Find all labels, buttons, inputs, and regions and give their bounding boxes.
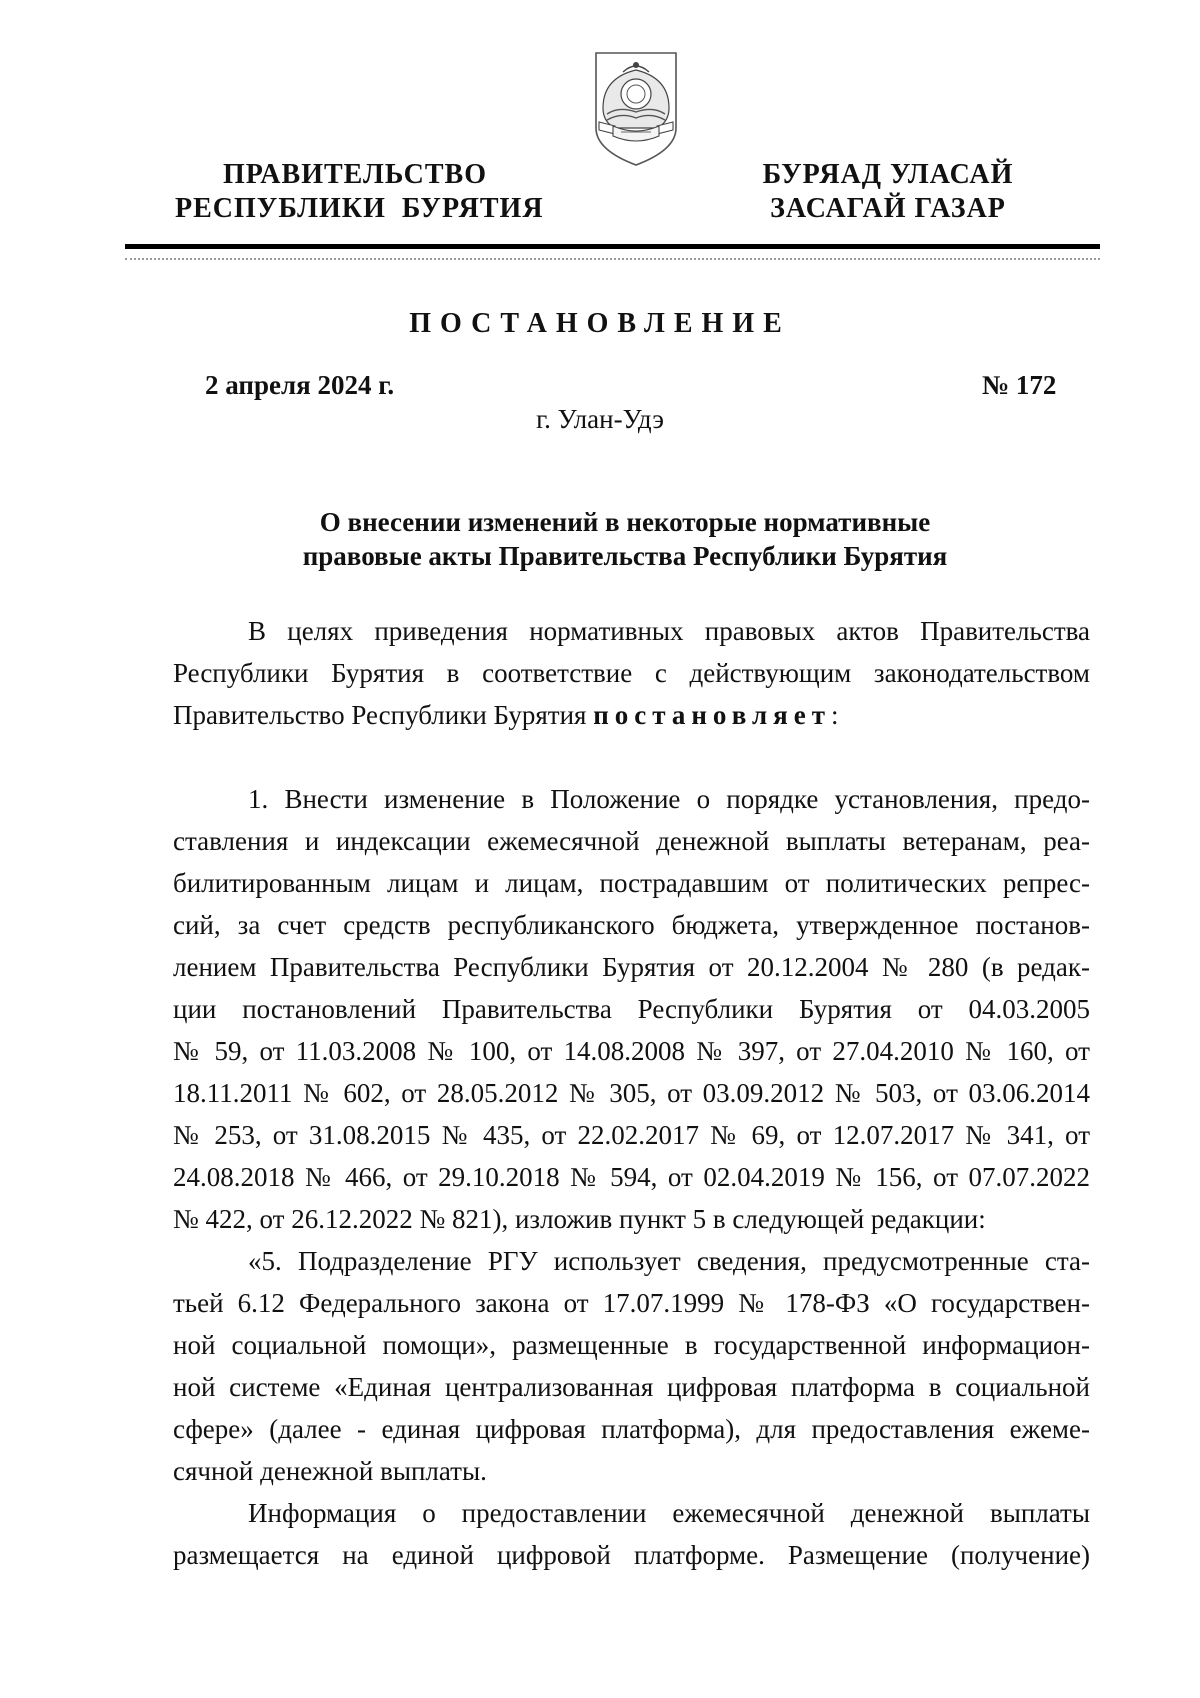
document-body xyxy=(173,610,1090,1576)
issuer-name-buryat xyxy=(738,158,1038,226)
issuer-line: ПРАВИТЕЛЬСТВО xyxy=(223,159,487,190)
body-line: № 422, от 26.12.2022 № 821), изложив пункт 5 в следующей редакции: xyxy=(173,1204,986,1234)
body-line: № 59, от 11.03.2008 № 100, от 14.08.2008 № 397, от 27.04.2010 № 160, от xyxy=(173,1036,1090,1066)
body-line: № 253, от 31.08.2015 № 435, от 22.02.2017 № 69, от 12.07.2017 № 341, от xyxy=(173,1120,1090,1150)
document-type: ПОСТАНОВЛЕНИЕ xyxy=(409,308,791,339)
body-line: сячной денежной выплаты. xyxy=(173,1456,487,1486)
body-line: размещается на единой цифровой платформе. Размещение (получение) xyxy=(173,1540,1090,1570)
body-line: В целях приведения нормативных правовых актов Правительства xyxy=(248,616,1090,646)
body-line: ной социальной помощи», размещенные в государственной информацион- xyxy=(173,1330,1090,1360)
title-line: О внесении изменений в некоторые нормативные xyxy=(319,507,931,537)
body-line: ции постановлений Правительства Республики Бурятия от 04.03.2005 xyxy=(173,994,1090,1024)
body-line: сфере» (далее - единая цифровая платформа), для предоставления ежеме- xyxy=(173,1414,1090,1444)
header-dotted-rule xyxy=(125,258,1100,260)
document-date: 2 апреля 2024 г. xyxy=(205,370,395,400)
body-line: 18.11.2011 № 602, от 28.05.2012 № 305, от 03.09.2012 № 503, от 03.06.2014 xyxy=(173,1078,1090,1108)
document-city: г. Улан-Удэ xyxy=(536,404,664,434)
title-line: правовые акты Правительства Республики Бурятия xyxy=(302,541,948,571)
header-rule xyxy=(125,244,1100,249)
body-line: 1. Внести изменение в Положение о порядке установления, предо- xyxy=(248,784,1090,814)
issuer-name-russian xyxy=(175,158,544,226)
body-line: ной системе «Единая централизованная цифровая платформа в социальной xyxy=(173,1372,1090,1402)
coat-of-arms-icon xyxy=(593,50,679,168)
body-line: 24.08.2018 № 466, от 29.10.2018 № 594, от 02.04.2019 № 156, от 07.07.2022 xyxy=(173,1162,1090,1192)
issuer-line: ЗАСАГАЙ ГАЗАР xyxy=(770,193,1006,224)
body-line: Информация о предоставлении ежемесячной денежной выплаты xyxy=(248,1498,1090,1528)
body-line: тьей 6.12 Федерального закона от 17.07.1999 № 178-ФЗ «О государствен- xyxy=(173,1288,1090,1318)
document-number: № 172 xyxy=(982,370,1057,400)
resolves-word: постановляет xyxy=(593,700,831,730)
body-line xyxy=(173,694,1090,736)
document-title xyxy=(130,505,1120,573)
body-line: сий, за счет средств республиканского бюджета, утвержденное постанов- xyxy=(173,910,1090,940)
body-line: Республики Бурятия в соответствие с действующим законодательством xyxy=(173,658,1090,688)
paragraph-gap xyxy=(173,736,1090,778)
issuer-line: РЕСПУБЛИКИ БУРЯТИЯ xyxy=(175,193,544,224)
issuer-line: БУРЯАД УЛАСАЙ xyxy=(762,159,1014,190)
body-line: билитированным лицам и лицам, пострадавшим от политических репрес- xyxy=(173,868,1090,898)
resolves-tail: : xyxy=(830,700,839,730)
body-line: «5. Подразделение РГУ использует сведения, предусмотренные ста- xyxy=(248,1246,1090,1276)
preamble-text: Правительство Республики Бурятия xyxy=(173,700,594,730)
body-line: лением Правительства Республики Бурятия от 20.12.2004 № 280 (в редак- xyxy=(173,952,1090,982)
body-line: ставления и индексации ежемесячной денежной выплаты ветеранам, реа- xyxy=(173,826,1090,856)
